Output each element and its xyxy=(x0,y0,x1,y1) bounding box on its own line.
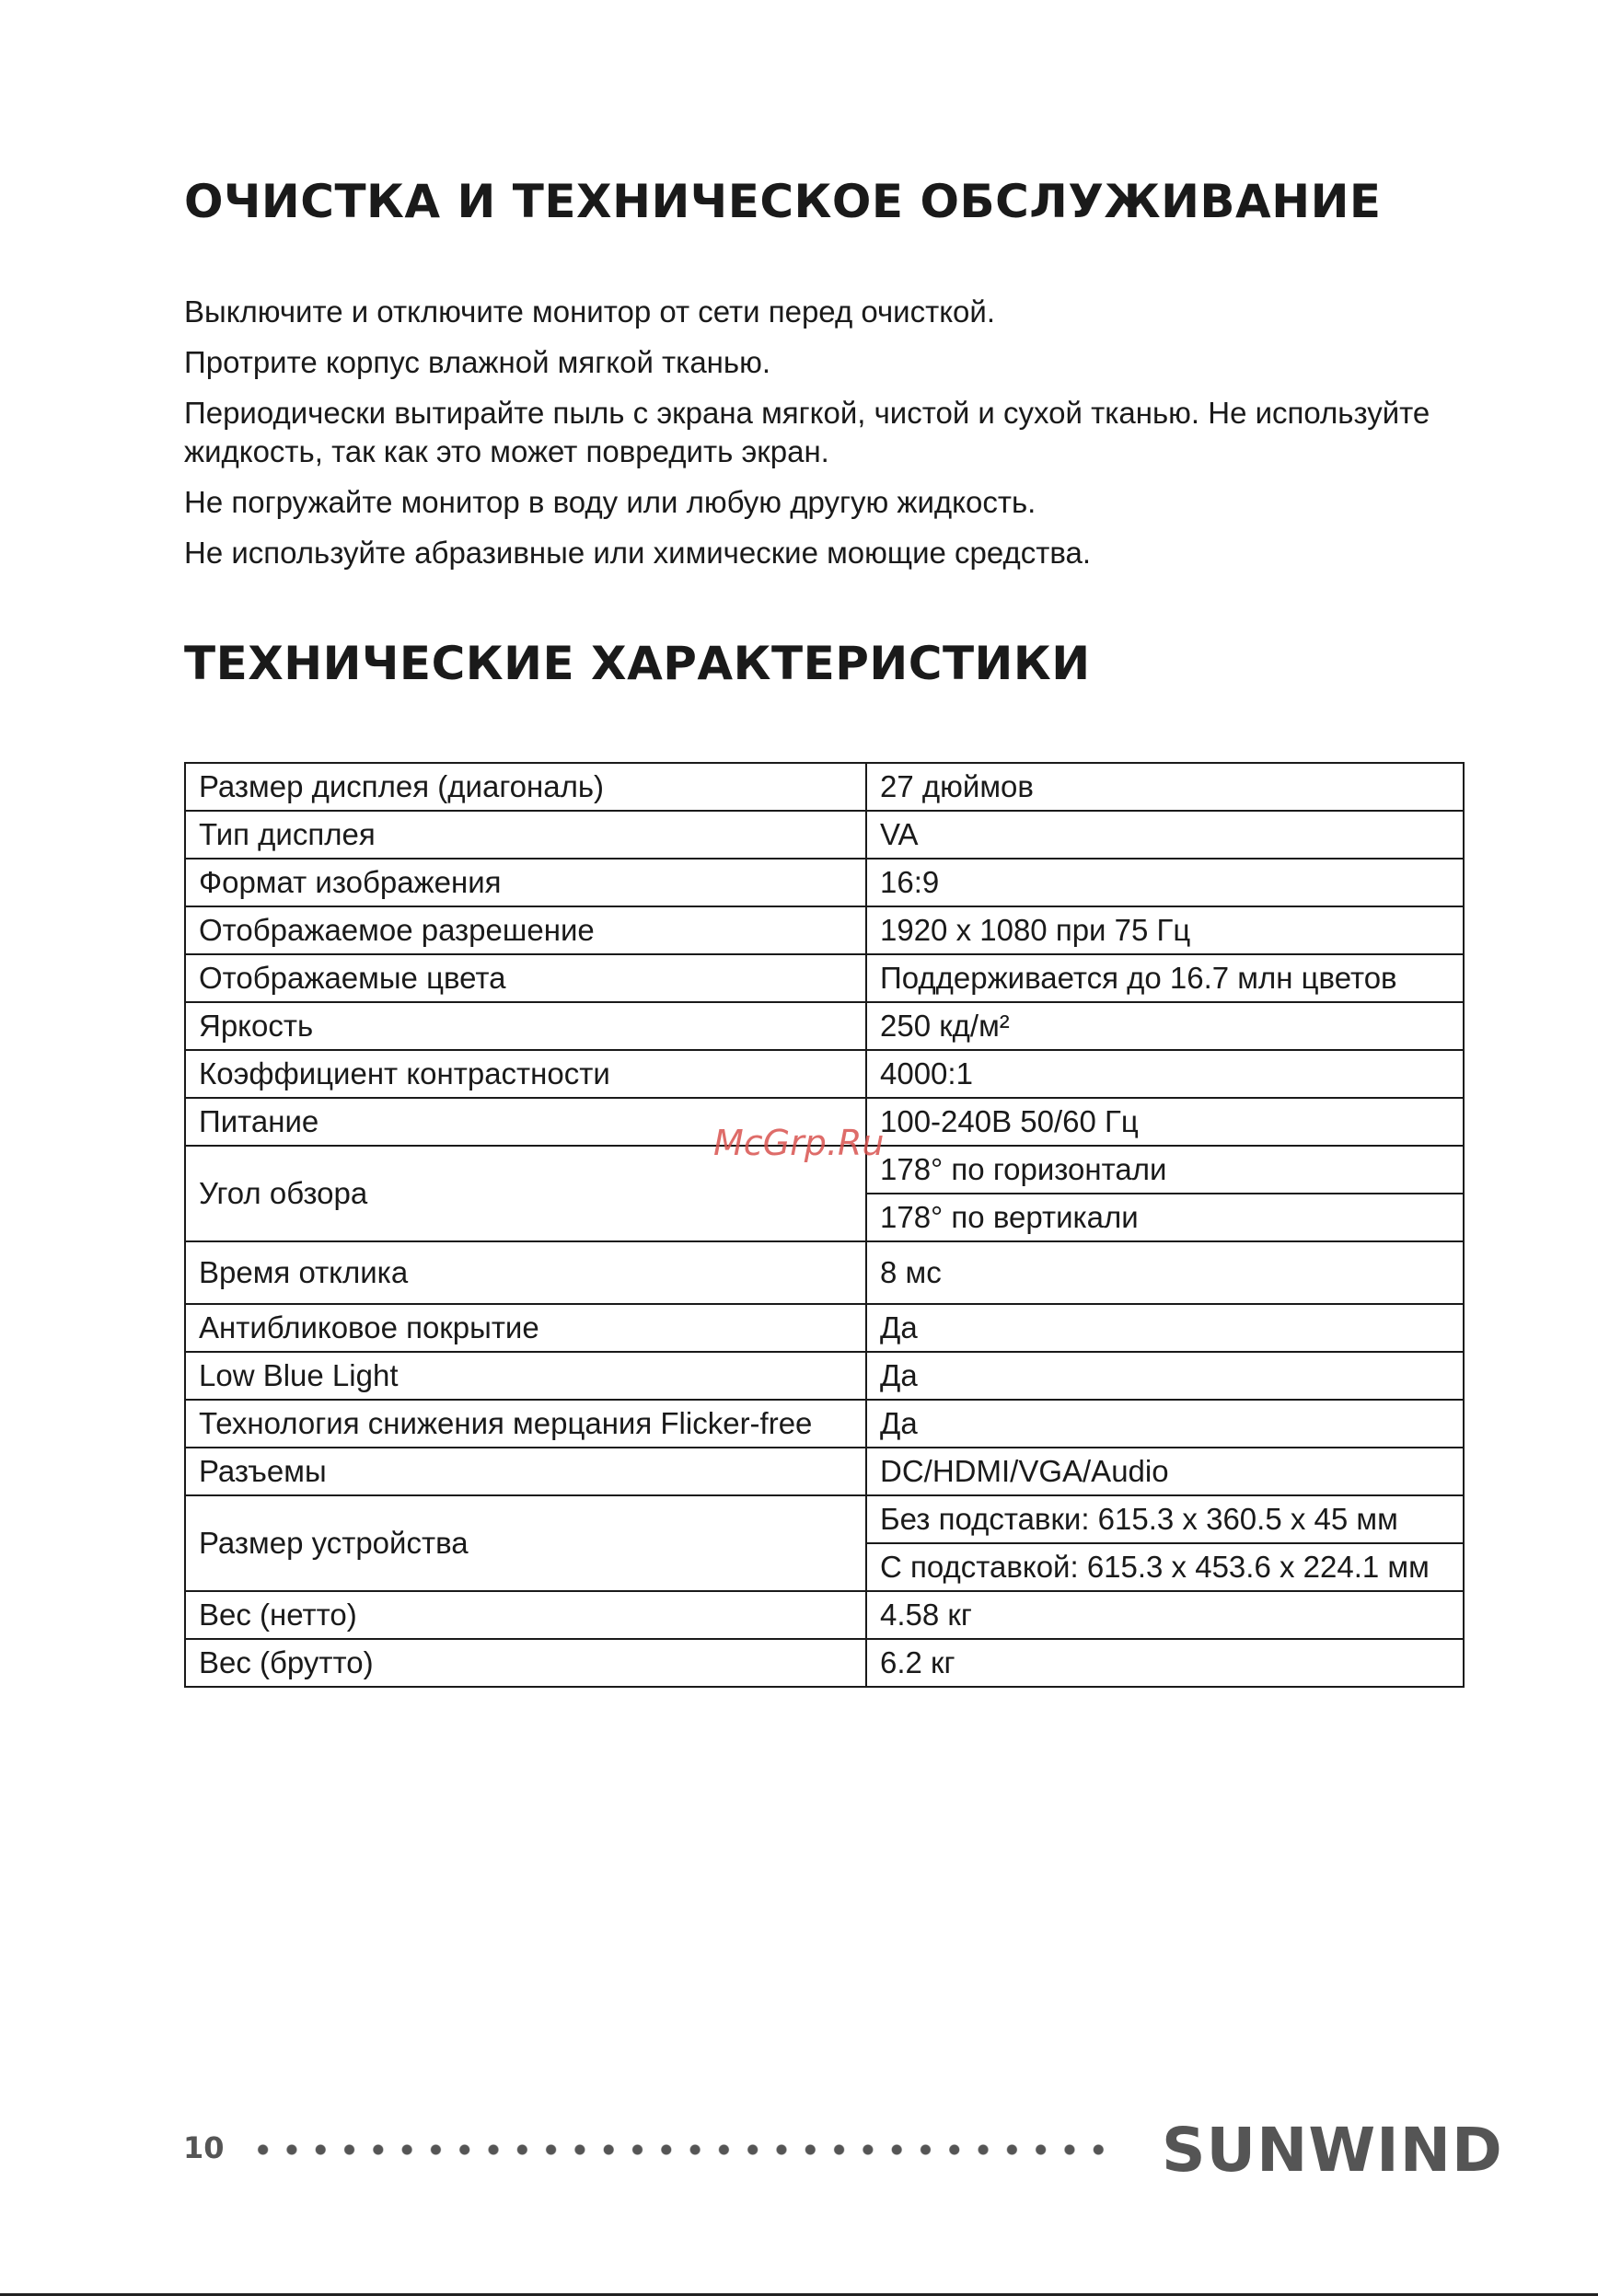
spec-value: Да xyxy=(866,1352,1464,1400)
spec-row xyxy=(185,906,1464,954)
section-title-cleaning: ОЧИСТКА И ТЕХНИЧЕСКОЕ ОБСЛУЖИВАНИЕ xyxy=(184,175,1382,228)
spec-value: 4000:1 xyxy=(866,1050,1464,1098)
spec-label: Антибликовое покрытие xyxy=(185,1304,866,1352)
spec-label: Коэффициент контрастности xyxy=(185,1050,866,1098)
spec-value: 8 мс xyxy=(866,1241,1464,1304)
spec-row xyxy=(185,1002,1464,1050)
spec-label: Угол обзора xyxy=(185,1146,866,1241)
spec-label: Питание xyxy=(185,1098,866,1146)
cleaning-paragraph: Не погружайте монитор в воду или любую другую жидкость. xyxy=(184,485,1036,519)
spec-value: Да xyxy=(866,1400,1464,1448)
watermark: McGrp.Ru xyxy=(713,1123,885,1163)
cleaning-paragraph: Периодически вытирайте пыль с экрана мягкой, чистой и сухой тканью. Не используйте жидкость, так как это может повредить экран. xyxy=(184,396,1430,468)
spec-value: Без подставки: 615.3 x 360.5 x 45 мм xyxy=(866,1495,1464,1543)
spec-row xyxy=(185,1448,1464,1495)
spec-row xyxy=(185,1639,1464,1687)
spec-row xyxy=(185,1352,1464,1400)
spec-row xyxy=(185,1241,1464,1304)
spec-row xyxy=(185,763,1464,811)
spec-label: Тип дисплея xyxy=(185,811,866,859)
spec-value: 100-240В 50/60 Гц xyxy=(866,1098,1464,1146)
cleaning-paragraph: Выключите и отключите монитор от сети перед очисткой. xyxy=(184,294,995,329)
page-number: 10 xyxy=(183,2130,225,2165)
cleaning-paragraph: Протрите корпус влажной мягкой тканью. xyxy=(184,345,771,379)
spec-label: Разъемы xyxy=(185,1448,866,1495)
spec-value: 178° по вертикали xyxy=(866,1194,1464,1241)
spec-label: Вес (нетто) xyxy=(185,1591,866,1639)
spec-row xyxy=(185,859,1464,906)
spec-table xyxy=(184,762,1465,1688)
spec-value: Поддерживается до 16.7 млн цветов xyxy=(866,954,1464,1002)
spec-value: 16:9 xyxy=(866,859,1464,906)
spec-value: 6.2 кг xyxy=(866,1639,1464,1687)
spec-value: Да xyxy=(866,1304,1464,1352)
spec-label: Размер устройства xyxy=(185,1495,866,1591)
spec-value: 178° по горизонтали xyxy=(866,1146,1464,1194)
footer-dot-leader xyxy=(249,2140,1114,2159)
spec-label: Яркость xyxy=(185,1002,866,1050)
spec-value: 27 дюймов xyxy=(866,763,1464,811)
spec-row xyxy=(185,954,1464,1002)
spec-value: 4.58 кг xyxy=(866,1591,1464,1639)
spec-row xyxy=(185,1495,1464,1543)
spec-value: С подставкой: 615.3 x 453.6 x 224.1 мм xyxy=(866,1543,1464,1591)
spec-label: Технология снижения мерцания Flicker-free xyxy=(185,1400,866,1448)
spec-value: 1920 x 1080 при 75 Гц xyxy=(866,906,1464,954)
spec-row xyxy=(185,811,1464,859)
spec-label: Формат изображения xyxy=(185,859,866,906)
spec-value: 250 кд/м² xyxy=(866,1002,1464,1050)
spec-label: Low Blue Light xyxy=(185,1352,866,1400)
brand-logo: SUNWIND xyxy=(1162,2115,1503,2186)
spec-value: VA xyxy=(866,811,1464,859)
spec-row xyxy=(185,1591,1464,1639)
spec-label: Вес (брутто) xyxy=(185,1639,866,1687)
spec-label: Время отклика xyxy=(185,1241,866,1304)
spec-row xyxy=(185,1400,1464,1448)
spec-label: Отображаемые цвета xyxy=(185,954,866,1002)
section-title-specs: ТЕХНИЧЕСКИЕ ХАРАКТЕРИСТИКИ xyxy=(184,637,1091,690)
spec-label: Отображаемое разрешение xyxy=(185,906,866,954)
cleaning-paragraph: Не используйте абразивные или химические моющие средства. xyxy=(184,536,1092,570)
spec-row xyxy=(185,1050,1464,1098)
spec-row xyxy=(185,1304,1464,1352)
spec-value: DC/HDMI/VGA/Audio xyxy=(866,1448,1464,1495)
spec-label: Размер дисплея (диагональ) xyxy=(185,763,866,811)
